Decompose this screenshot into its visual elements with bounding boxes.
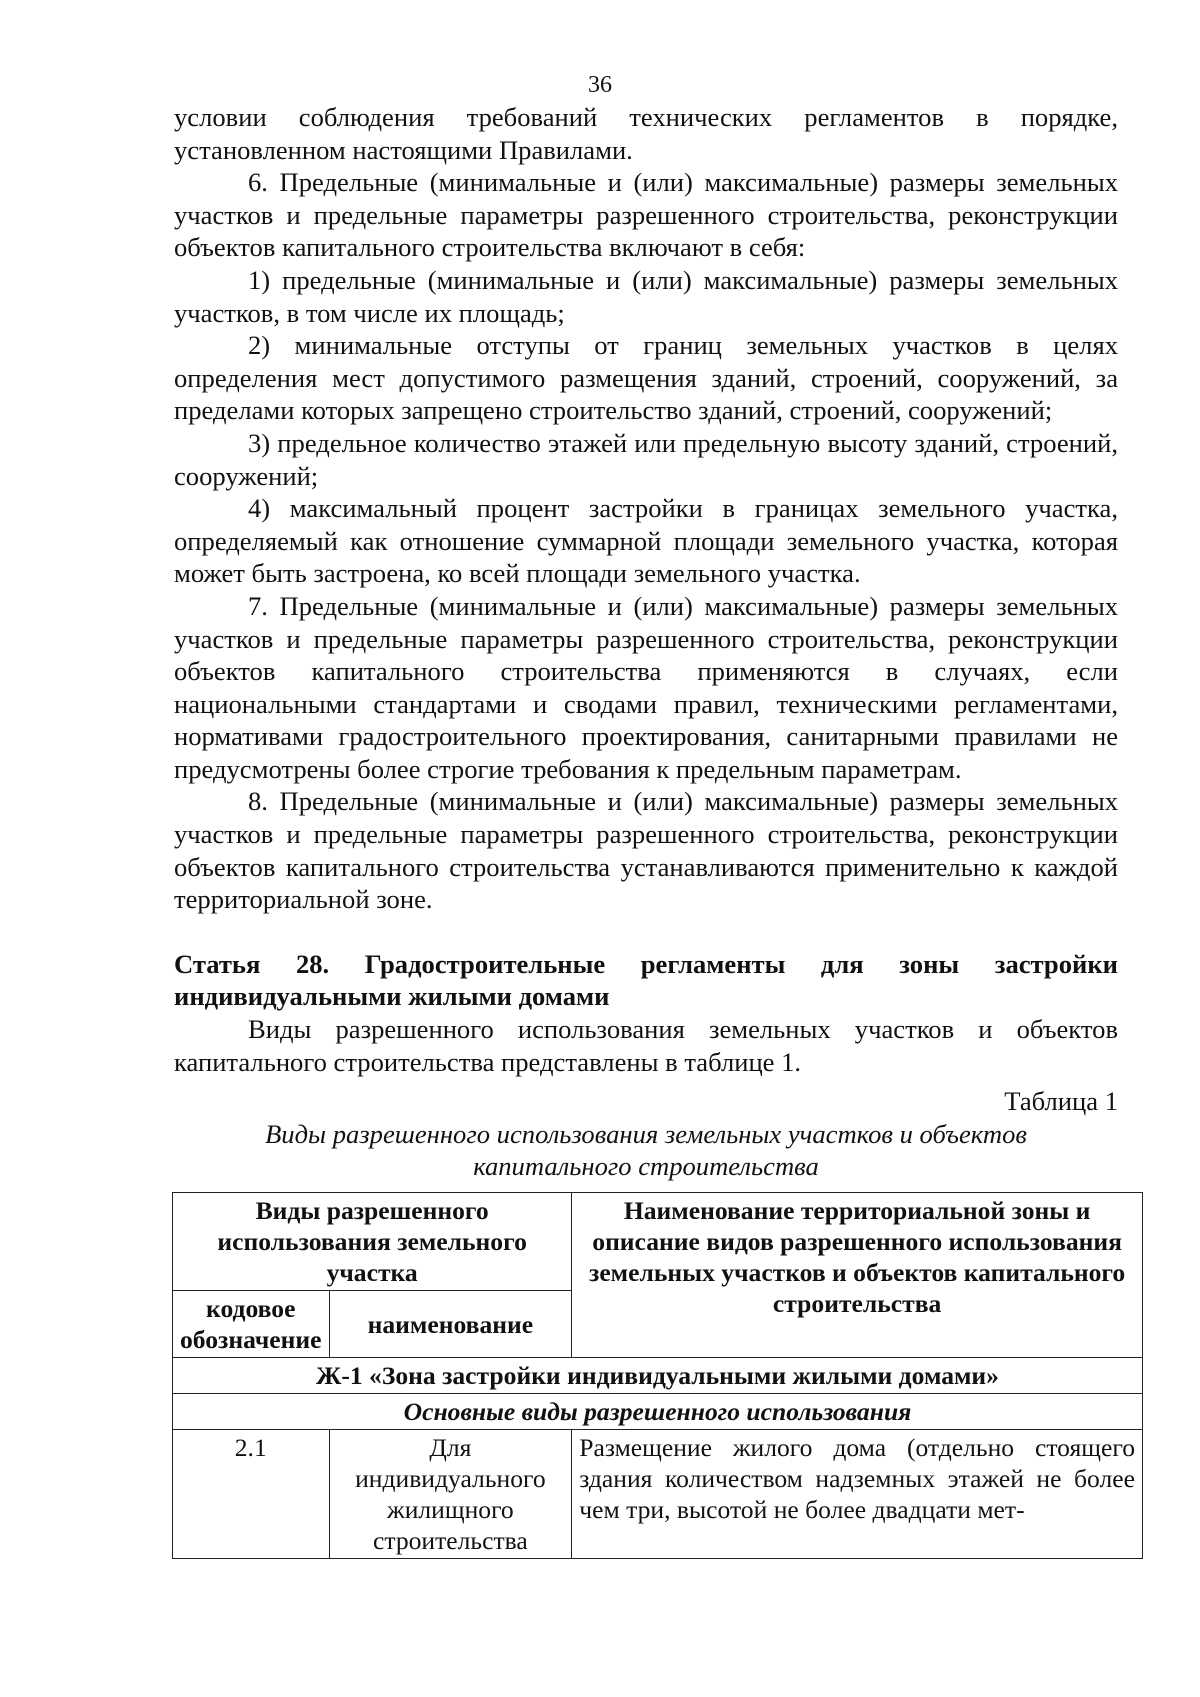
row-code: 2.1 [173,1430,330,1559]
article-intro: Виды разрешенного использования земельных участков и объектов капитального строительства представлены в таблице 1. [174,1014,1118,1077]
header-code: кодовое обозначение [173,1291,330,1358]
paragraph-item-6: 6. Предельные (минимальные и (или) максимальные) размеры земельных участков и предельные параметры разрешенного строительства, реконструкции объектов капитального строительства включают в себя: [174,167,1118,263]
paragraph-subitem-3: 3) предельное количество этажей или предельную высоту зданий, строений, сооружений; [174,427,1118,491]
table-header-row [173,1193,1143,1291]
document-body [174,101,1118,1182]
page-number: 36 [588,72,612,98]
paragraph-item-7: 7. Предельные (минимальные и (или) максимальные) размеры земельных участков и предельные параметры разрешенного строительства, реконструкции объектов капитального строительства применяются в случаях, если национальными стандартами и сводами правил, техническими регламентами, нормативами градостроительного проектирования, санитарными правилами не предусмотрены более строгие требования к предельным параметрам. [174,590,1118,784]
zone-row [173,1358,1143,1394]
table-row [173,1430,1143,1559]
header-usage-group: Виды разрешенного использования земельного участка [173,1193,572,1291]
paragraph-subitem-2: 2) минимальные отступы от границ земельных участков в целях определения мест допустимого размещения зданий, строений, сооружений, за пределами которых запрещено строительство зданий, строений, сооружений; [174,330,1118,426]
section-row [173,1394,1143,1430]
paragraph-item-8: 8. Предельные (минимальные и (или) максимальные) размеры земельных участков и предельные параметры разрешенного строительства, реконструкции объектов капитального строительства устанавливаются применительно к каждой территориальной зоне. [174,786,1118,915]
row-description: Размещение жилого дома (отдельно стоящего здания количеством надземных этажей не более чем три, высотой не более двадцати мет- [572,1430,1143,1559]
zone-title: Ж-1 «Зона застройки индивидуальными жилыми домами» [173,1358,1143,1394]
table-caption: Виды разрешенного использования земельных участков и объектов капитального строительства [265,1118,1027,1181]
header-name: наименование [329,1291,572,1358]
usage-types-table [172,1192,1143,1559]
table-number: Таблица 1 [1004,1086,1118,1117]
section-title: Основные виды разрешенного использования [173,1394,1143,1430]
table-wrapper [172,1196,1143,1559]
row-name: Для индивидуального жилищного строительства [329,1430,572,1559]
paragraph-subitem-4: 4) максимальный процент застройки в границах земельного участка, определяемый как отношение суммарной площади земельного участка, которая может быть застроена, ко всей площади земельного участка. [174,493,1118,589]
header-zone-description: Наименование территориальной зоны и описание видов разрешенного использования земельных участков и объектов капитального строительства [572,1193,1143,1358]
paragraph-continuation: условии соблюдения требований технических регламентов в порядке, установленном настоящими Правилами. [174,102,1118,165]
article-heading: Статья 28. Градостроительные регламенты для зоны застройки индивидуальными жилыми домами [174,948,1118,1012]
paragraph-subitem-1: 1) предельные (минимальные и (или) максимальные) размеры земельных участков, в том числе их площадь; [174,264,1118,328]
